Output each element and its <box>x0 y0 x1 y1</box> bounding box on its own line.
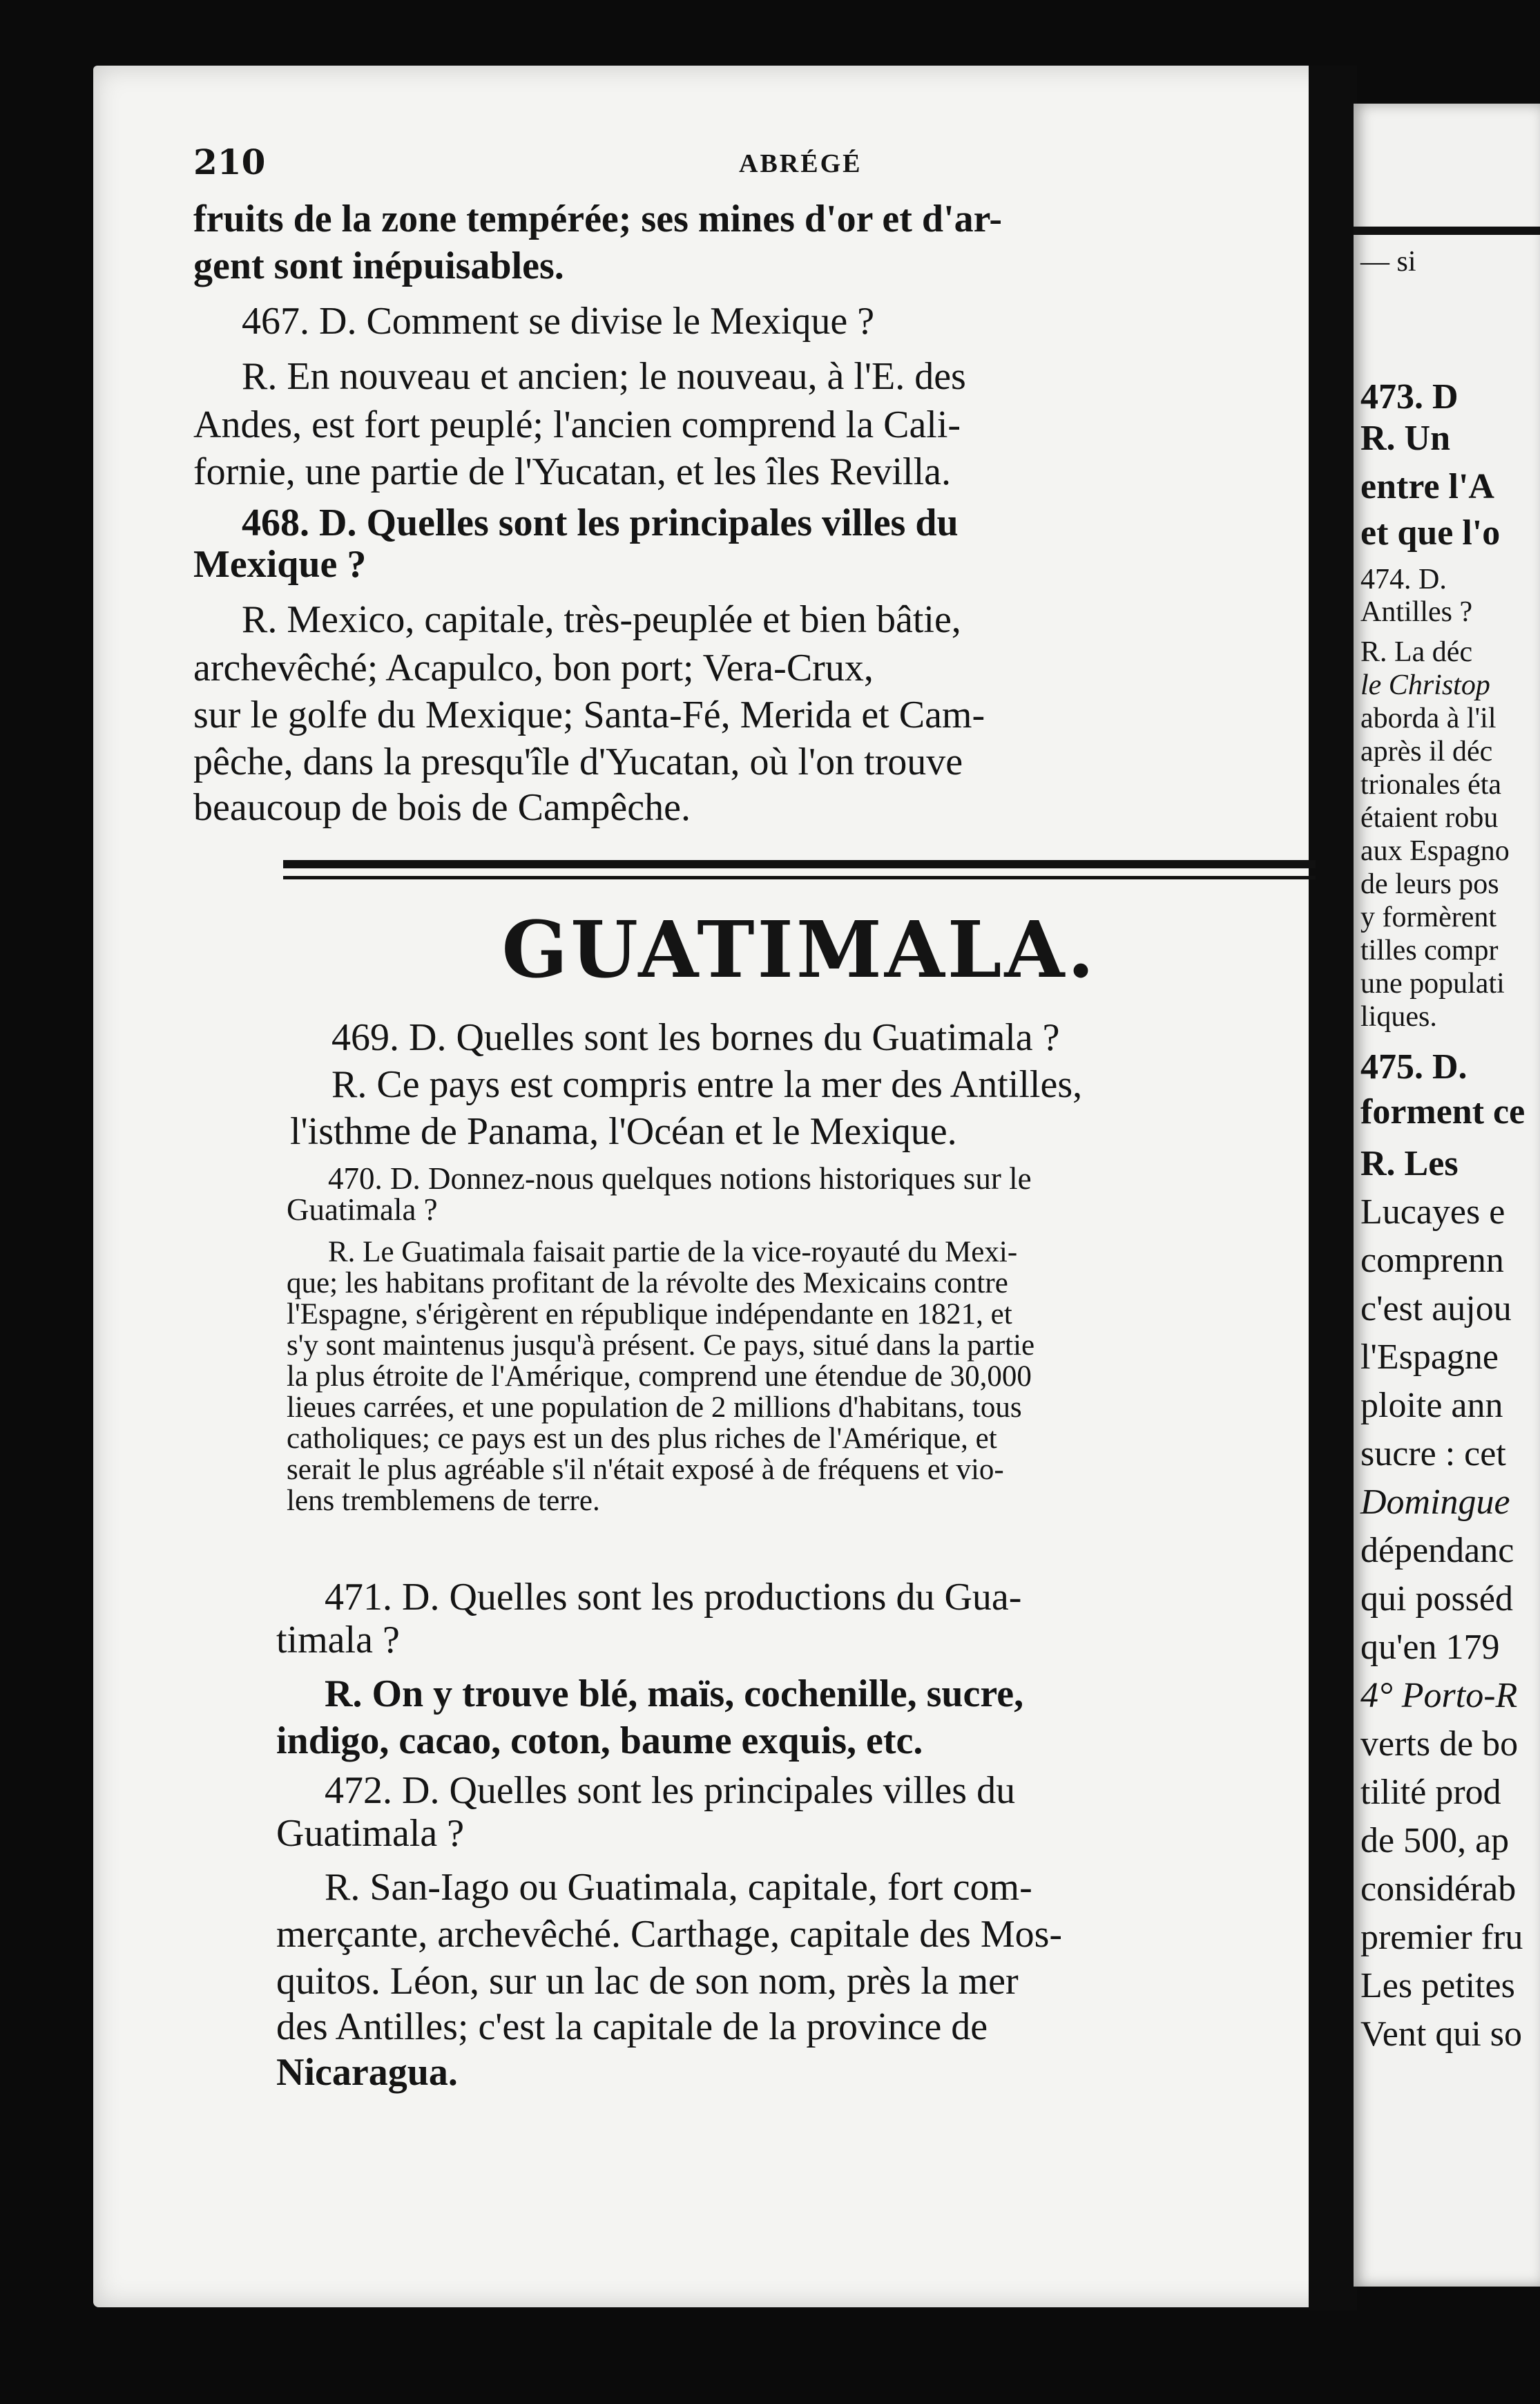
right-text-line: — si <box>1360 246 1416 278</box>
text-line: R. San-Iago ou Guatimala, capitale, fort com- <box>325 1866 1032 1909</box>
text-line: fruits de la zone tempérée; ses mines d'or et d'ar- <box>193 198 1003 240</box>
right-text-line: après il déc <box>1360 736 1493 767</box>
right-text-line: 474. D. <box>1360 564 1447 595</box>
text-line: catholiques; ce pays est un des plus riches de l'Amérique, et <box>287 1422 997 1455</box>
right-text-line: 4° Porto-R <box>1360 1676 1518 1715</box>
text-line: R. On y trouve blé, maïs, cochenille, sucre, <box>325 1672 1024 1715</box>
right-text-line: qu'en 179 <box>1360 1628 1500 1667</box>
text-line: l'isthme de Panama, l'Océan et le Mexique. <box>290 1110 957 1153</box>
running-head <box>193 142 1312 190</box>
right-text-line: forment ce <box>1360 1092 1525 1132</box>
text-line: timala ? <box>276 1619 400 1661</box>
text-line: archevêché; Acapulco, bon port; Vera-Crux, <box>193 647 874 689</box>
text-line: l'Espagne, s'érigèrent en république indépendante en 1821, et <box>287 1298 1012 1330</box>
text-line: Guatimala ? <box>287 1192 438 1227</box>
right-text-line: sucre : cet <box>1360 1434 1506 1473</box>
text-line: R. En nouveau et ancien; le nouveau, à l'E. des <box>242 355 966 398</box>
right-text-line: ploite ann <box>1360 1386 1503 1425</box>
right-text-line: Vent qui so <box>1360 2014 1522 2054</box>
right-text-line: R. La déc <box>1360 636 1473 668</box>
right-text-line: l'Espagne <box>1360 1337 1499 1377</box>
right-text-line: considérab <box>1360 1869 1517 1909</box>
right-text-line: y formèrent <box>1360 902 1497 933</box>
right-text-line: tilité prod <box>1360 1773 1501 1812</box>
question-471: 471. D. Quelles sont les productions du Gua- <box>325 1576 1022 1619</box>
text-line: lens tremblemens de terre. <box>287 1485 600 1517</box>
question-470: 470. D. Donnez-nous quelques notions historiques sur le <box>328 1161 1032 1196</box>
right-text-line: qui posséd <box>1360 1579 1513 1619</box>
right-text-line: de leurs pos <box>1360 868 1499 900</box>
text-line: Guatimala ? <box>276 1812 465 1855</box>
text-line: merçante, archevêché. Carthage, capitale des Mos- <box>276 1913 1063 1956</box>
right-text-line: premier fru <box>1360 1918 1523 1957</box>
right-text-line: Lucayes e <box>1360 1192 1505 1232</box>
text-line: Mexique ? <box>193 543 367 586</box>
question-468: 468. D. Quelles sont les principales villes du <box>242 502 959 544</box>
section-rule-thick <box>283 860 1316 868</box>
right-text-line: étaient robu <box>1360 802 1499 834</box>
right-page-fragment <box>1354 104 1540 2287</box>
text-line: R. Ce pays est compris entre la mer des Antilles, <box>331 1063 1083 1106</box>
text-line: indigo, cacao, coton, baume exquis, etc. <box>276 1719 923 1762</box>
right-text-line: le Christop <box>1360 669 1490 701</box>
text-line: lieues carrées, et une population de 2 millions d'habitans, tous <box>287 1391 1022 1424</box>
text-line: R. Le Guatimala faisait partie de la vice-royauté du Mexi- <box>328 1236 1018 1268</box>
text-line: beaucoup de bois de Campêche. <box>193 786 691 829</box>
text-line: sur le golfe du Mexique; Santa-Fé, Merida et Cam- <box>193 694 985 736</box>
text-line: la plus étroite de l'Amérique, comprend une étendue de 30,000 <box>287 1360 1032 1393</box>
text-line: des Antilles; c'est la capitale de la province de <box>276 2005 988 2048</box>
right-text-line: R. Un <box>1360 419 1451 458</box>
text-line: quitos. Léon, sur un lac de son nom, près la mer <box>276 1960 1019 2003</box>
right-text-line: 473. D <box>1360 377 1459 417</box>
right-text-line: c'est aujou <box>1360 1289 1512 1328</box>
right-text-line: de 500, ap <box>1360 1821 1510 1860</box>
text-line: s'y sont maintenus jusqu'à présent. Ce pays, situé dans la partie <box>287 1329 1035 1362</box>
right-text-line: dépendanc <box>1360 1531 1514 1570</box>
right-text-line: R. Les <box>1360 1144 1459 1183</box>
right-text-line: une populati <box>1360 968 1505 1000</box>
right-text-line: et que l'o <box>1360 513 1501 553</box>
text-line: R. Mexico, capitale, très-peuplée et bien bâtie, <box>242 598 961 641</box>
running-title: ABRÉGÉ <box>739 149 863 178</box>
text-line: Andes, est fort peuplé; l'ancien comprend la Cali- <box>193 403 961 446</box>
right-text-line: Domingue <box>1360 1482 1510 1522</box>
text-line: fornie, une partie de l'Yucatan, et les îles Revilla. <box>193 450 952 493</box>
right-text-line: comprenn <box>1360 1241 1504 1280</box>
right-text-line: Antilles ? <box>1360 596 1473 628</box>
right-text-line: liques. <box>1360 1001 1437 1033</box>
text-line: serait le plus agréable s'il n'était exposé à de fréquens et vio- <box>287 1453 1004 1486</box>
right-text-line: 475. D. <box>1360 1047 1467 1087</box>
text-line: gent sont inépuisables. <box>193 245 564 287</box>
right-text-line: verts de bo <box>1360 1724 1519 1764</box>
question-472: 472. D. Quelles sont les principales villes du <box>325 1769 1016 1812</box>
right-text-line: trionales éta <box>1360 769 1502 801</box>
text-line: pêche, dans la presqu'île d'Yucatan, où l'on trouve <box>193 741 963 783</box>
question-467: 467. D. Comment se divise le Mexique ? <box>242 300 875 343</box>
page-number: 210 <box>193 142 266 182</box>
right-text-line: entre l'A <box>1360 467 1494 506</box>
text-line: Nicaragua. <box>276 2051 458 2094</box>
section-heading: GUATIMALA. <box>501 905 1097 995</box>
book-gutter <box>1309 66 1357 2311</box>
right-text-line: aux Espagno <box>1360 835 1510 867</box>
question-469: 469. D. Quelles sont les bornes du Guatimala ? <box>331 1016 1060 1059</box>
right-text-line: aborda à l'il <box>1360 703 1496 734</box>
right-text-line: Les petites <box>1360 1966 1515 2005</box>
section-rule-thin <box>283 876 1316 879</box>
text-line: que; les habitans profitant de la révolte des Mexicains contre <box>287 1267 1008 1299</box>
right-page-rule <box>1354 227 1540 235</box>
right-text-line: tilles compr <box>1360 935 1499 966</box>
